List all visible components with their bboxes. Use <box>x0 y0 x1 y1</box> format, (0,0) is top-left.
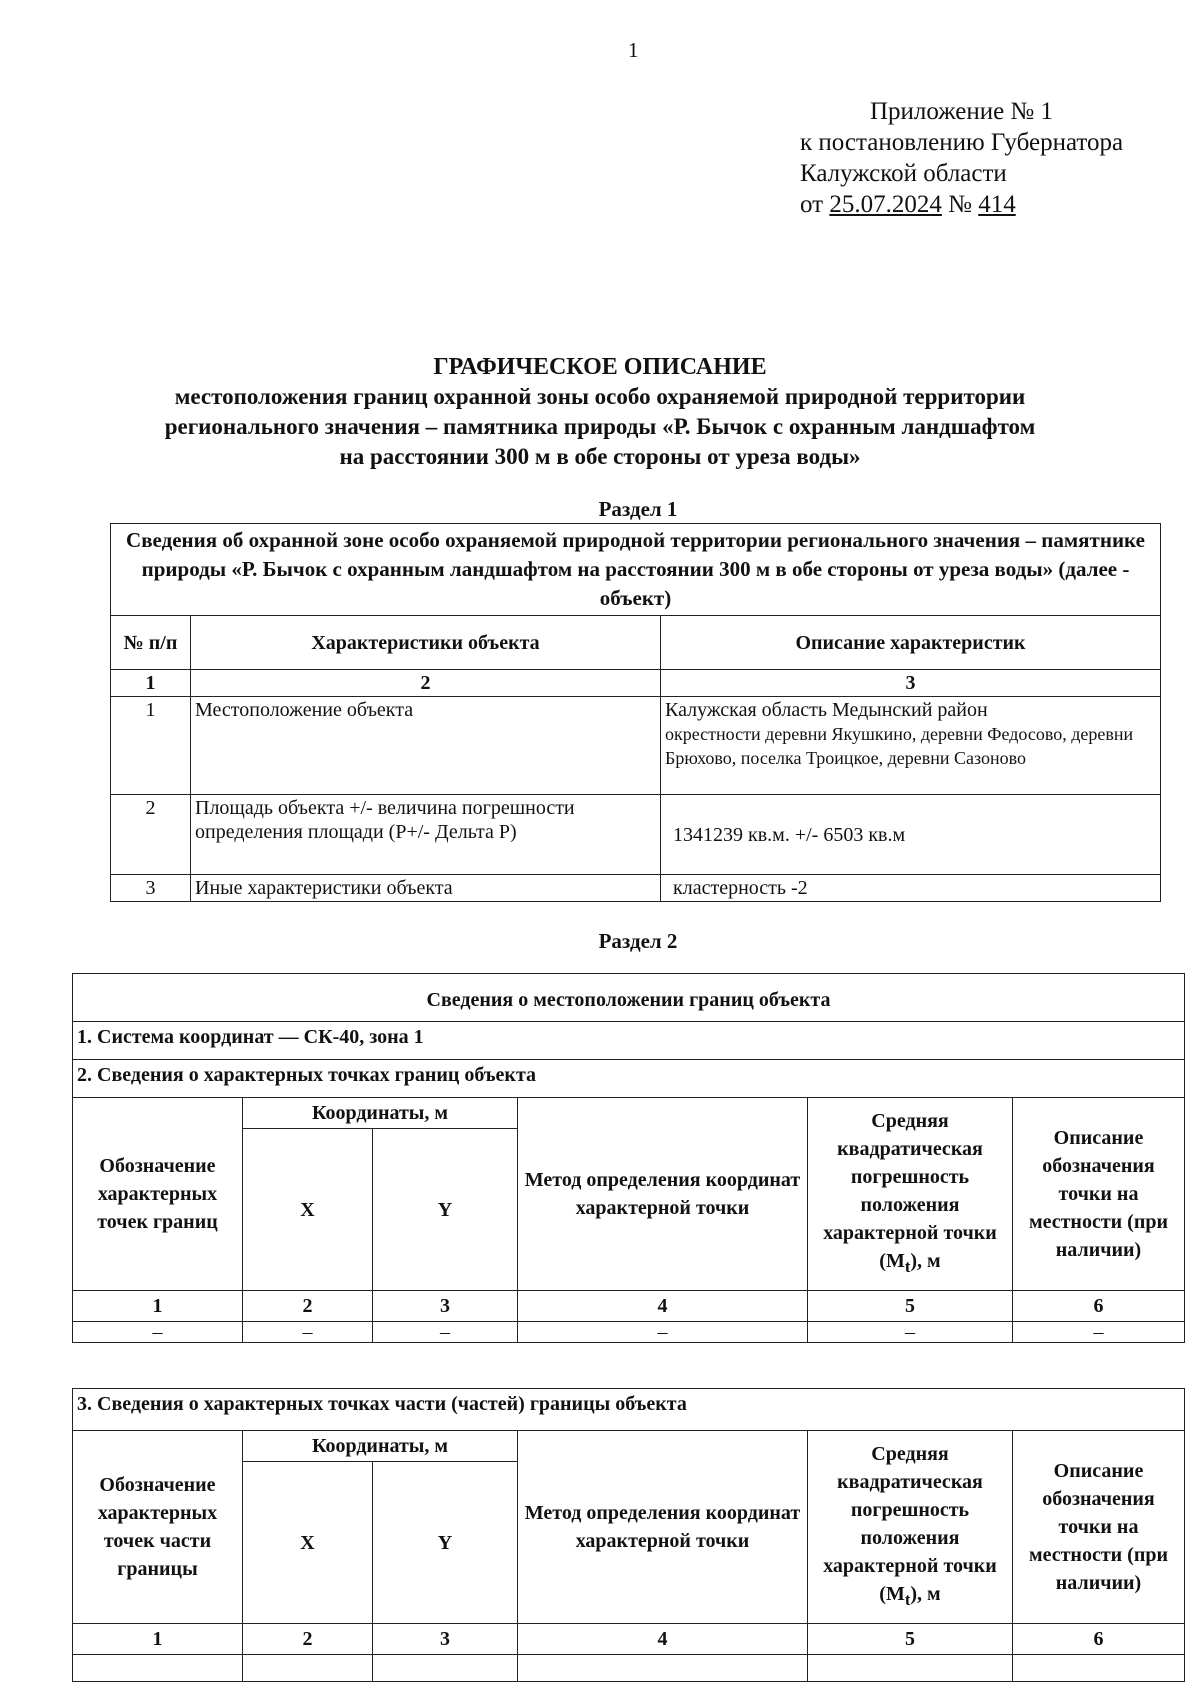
row-2-number: 2 <box>111 795 191 875</box>
appendix-date: 25.07.2024 <box>829 191 942 218</box>
row-2-name: Площадь объекта +/- величина погрешности определения площади (Р+/- Дельта Р) <box>191 795 661 875</box>
empty-cell <box>243 1655 373 1682</box>
col-number-3: 3 <box>373 1624 518 1655</box>
appendix-date-line <box>800 189 1123 220</box>
col-number-1: 1 <box>73 1291 243 1322</box>
coordinate-system: 1. Система координат — СК-40, зона 1 <box>73 1022 1185 1060</box>
col-number-3: 3 <box>373 1291 518 1322</box>
header-method: Метод определения координат характерной точки <box>518 1431 808 1624</box>
date-prefix: от <box>800 191 824 218</box>
header-number: № п/п <box>111 616 191 670</box>
empty-cell <box>1013 1655 1185 1682</box>
dash-cell: – <box>808 1322 1013 1343</box>
section-1-label: Раздел 1 <box>598 497 678 521</box>
col-number-1: 1 <box>111 670 191 697</box>
header-x: X <box>243 1129 373 1291</box>
col-number-6: 6 <box>1013 1291 1185 1322</box>
header-point-description: Описание обозначения точки на местности (при наличии) <box>1013 1431 1185 1624</box>
document-title <box>0 352 1200 472</box>
title-line-2: регионального значения – памятника природы «Р. Бычок с охранным ландшафтом <box>164 414 1036 439</box>
title-line-3: на расстоянии 300 м в обе стороны от уреза воды» <box>339 444 861 469</box>
section-2-caption: Сведения о местоположении границ объекта <box>73 974 1185 1022</box>
row-1-description-line-2: окрестности деревни Якушкино, деревни Федосово, деревни Брюхово, поселка Троицкое, деревни Сазоново <box>665 724 1134 768</box>
boundary-points-table <box>72 973 1185 1343</box>
dash-cell: – <box>518 1322 808 1343</box>
dash-cell: – <box>243 1322 373 1343</box>
row-1-description <box>661 697 1161 795</box>
empty-cell <box>808 1655 1013 1682</box>
title-line-1: местоположения границ охранной зоны особо охраняемой природной территории <box>174 384 1026 409</box>
col-number-1: 1 <box>73 1624 243 1655</box>
empty-cell <box>518 1655 808 1682</box>
header-method: Метод определения координат характерной точки <box>518 1098 808 1291</box>
part-boundary-points-table <box>72 1388 1185 1682</box>
boundary-points-title: 2. Сведения о характерных точках границ объекта <box>73 1060 1185 1098</box>
header-y: Y <box>373 1129 518 1291</box>
header-designation: Обозначение характерных точек границ <box>73 1098 243 1291</box>
title-heading: ГРАФИЧЕСКОЕ ОПИСАНИЕ <box>433 354 767 380</box>
header-coordinates: Координаты, м <box>243 1431 518 1462</box>
header-error: Средняя квадратическая погрешность положения характерной точки $(M_t)$, м <box>808 1431 1013 1624</box>
col-number-2: 2 <box>191 670 661 697</box>
row-1-number: 1 <box>111 697 191 795</box>
appendix-line-1: Приложение № 1 <box>870 98 1054 125</box>
page-number: 1 <box>628 38 639 62</box>
header-coordinates: Координаты, м <box>243 1098 518 1129</box>
col-number-5: 5 <box>808 1624 1013 1655</box>
object-info-table <box>110 523 1161 902</box>
part-points-title: 3. Сведения о характерных точках части (частей) границы объекта <box>73 1389 1185 1431</box>
number-sign: № <box>948 191 972 218</box>
appendix-line-2: к постановлению Губернатора <box>800 129 1124 156</box>
row-3-description: кластерность -2 <box>661 875 1161 902</box>
header-characteristics: Характеристики объекта <box>191 616 661 670</box>
header-y: Y <box>373 1462 518 1624</box>
row-1-name: Местоположение объекта <box>191 697 661 795</box>
empty-cell <box>73 1655 243 1682</box>
col-number-4: 4 <box>518 1624 808 1655</box>
row-3-number: 3 <box>111 875 191 902</box>
col-number-4: 4 <box>518 1291 808 1322</box>
appendix-block <box>800 96 1123 220</box>
appendix-number: 414 <box>978 191 1016 218</box>
header-x: X <box>243 1462 373 1624</box>
col-number-5: 5 <box>808 1291 1013 1322</box>
header-point-description: Описание обозначения точки на местности (при наличии) <box>1013 1098 1185 1291</box>
header-description: Описание характеристик <box>661 616 1161 670</box>
header-designation-part: Обозначение характерных точек части границы <box>73 1431 243 1624</box>
row-2-description: 1341239 кв.м. +/- 6503 кв.м <box>661 795 1161 875</box>
empty-cell <box>373 1655 518 1682</box>
row-1-description-line-1: Калужская область Медынский район <box>665 699 988 721</box>
col-number-2: 2 <box>243 1624 373 1655</box>
dash-cell: – <box>373 1322 518 1343</box>
section-1-caption: Сведения об охранной зоне особо охраняемой природной территории регионального значения – памятнике природы «Р. Бычок с охранным ландшафтом на расстоянии 300 м в обе стороны от уреза воды» (далее - объект) <box>111 524 1161 616</box>
col-number-3: 3 <box>661 670 1161 697</box>
col-number-2: 2 <box>243 1291 373 1322</box>
dash-cell: – <box>73 1322 243 1343</box>
section-2-label: Раздел 2 <box>598 929 678 953</box>
header-error: Средняя квадратическая погрешность положения характерной точки $(M_t)$, м <box>808 1098 1013 1291</box>
row-3-name: Иные характеристики объекта <box>191 875 661 902</box>
col-number-6: 6 <box>1013 1624 1185 1655</box>
appendix-line-3: Калужской области <box>800 160 1007 187</box>
dash-cell: – <box>1013 1322 1185 1343</box>
